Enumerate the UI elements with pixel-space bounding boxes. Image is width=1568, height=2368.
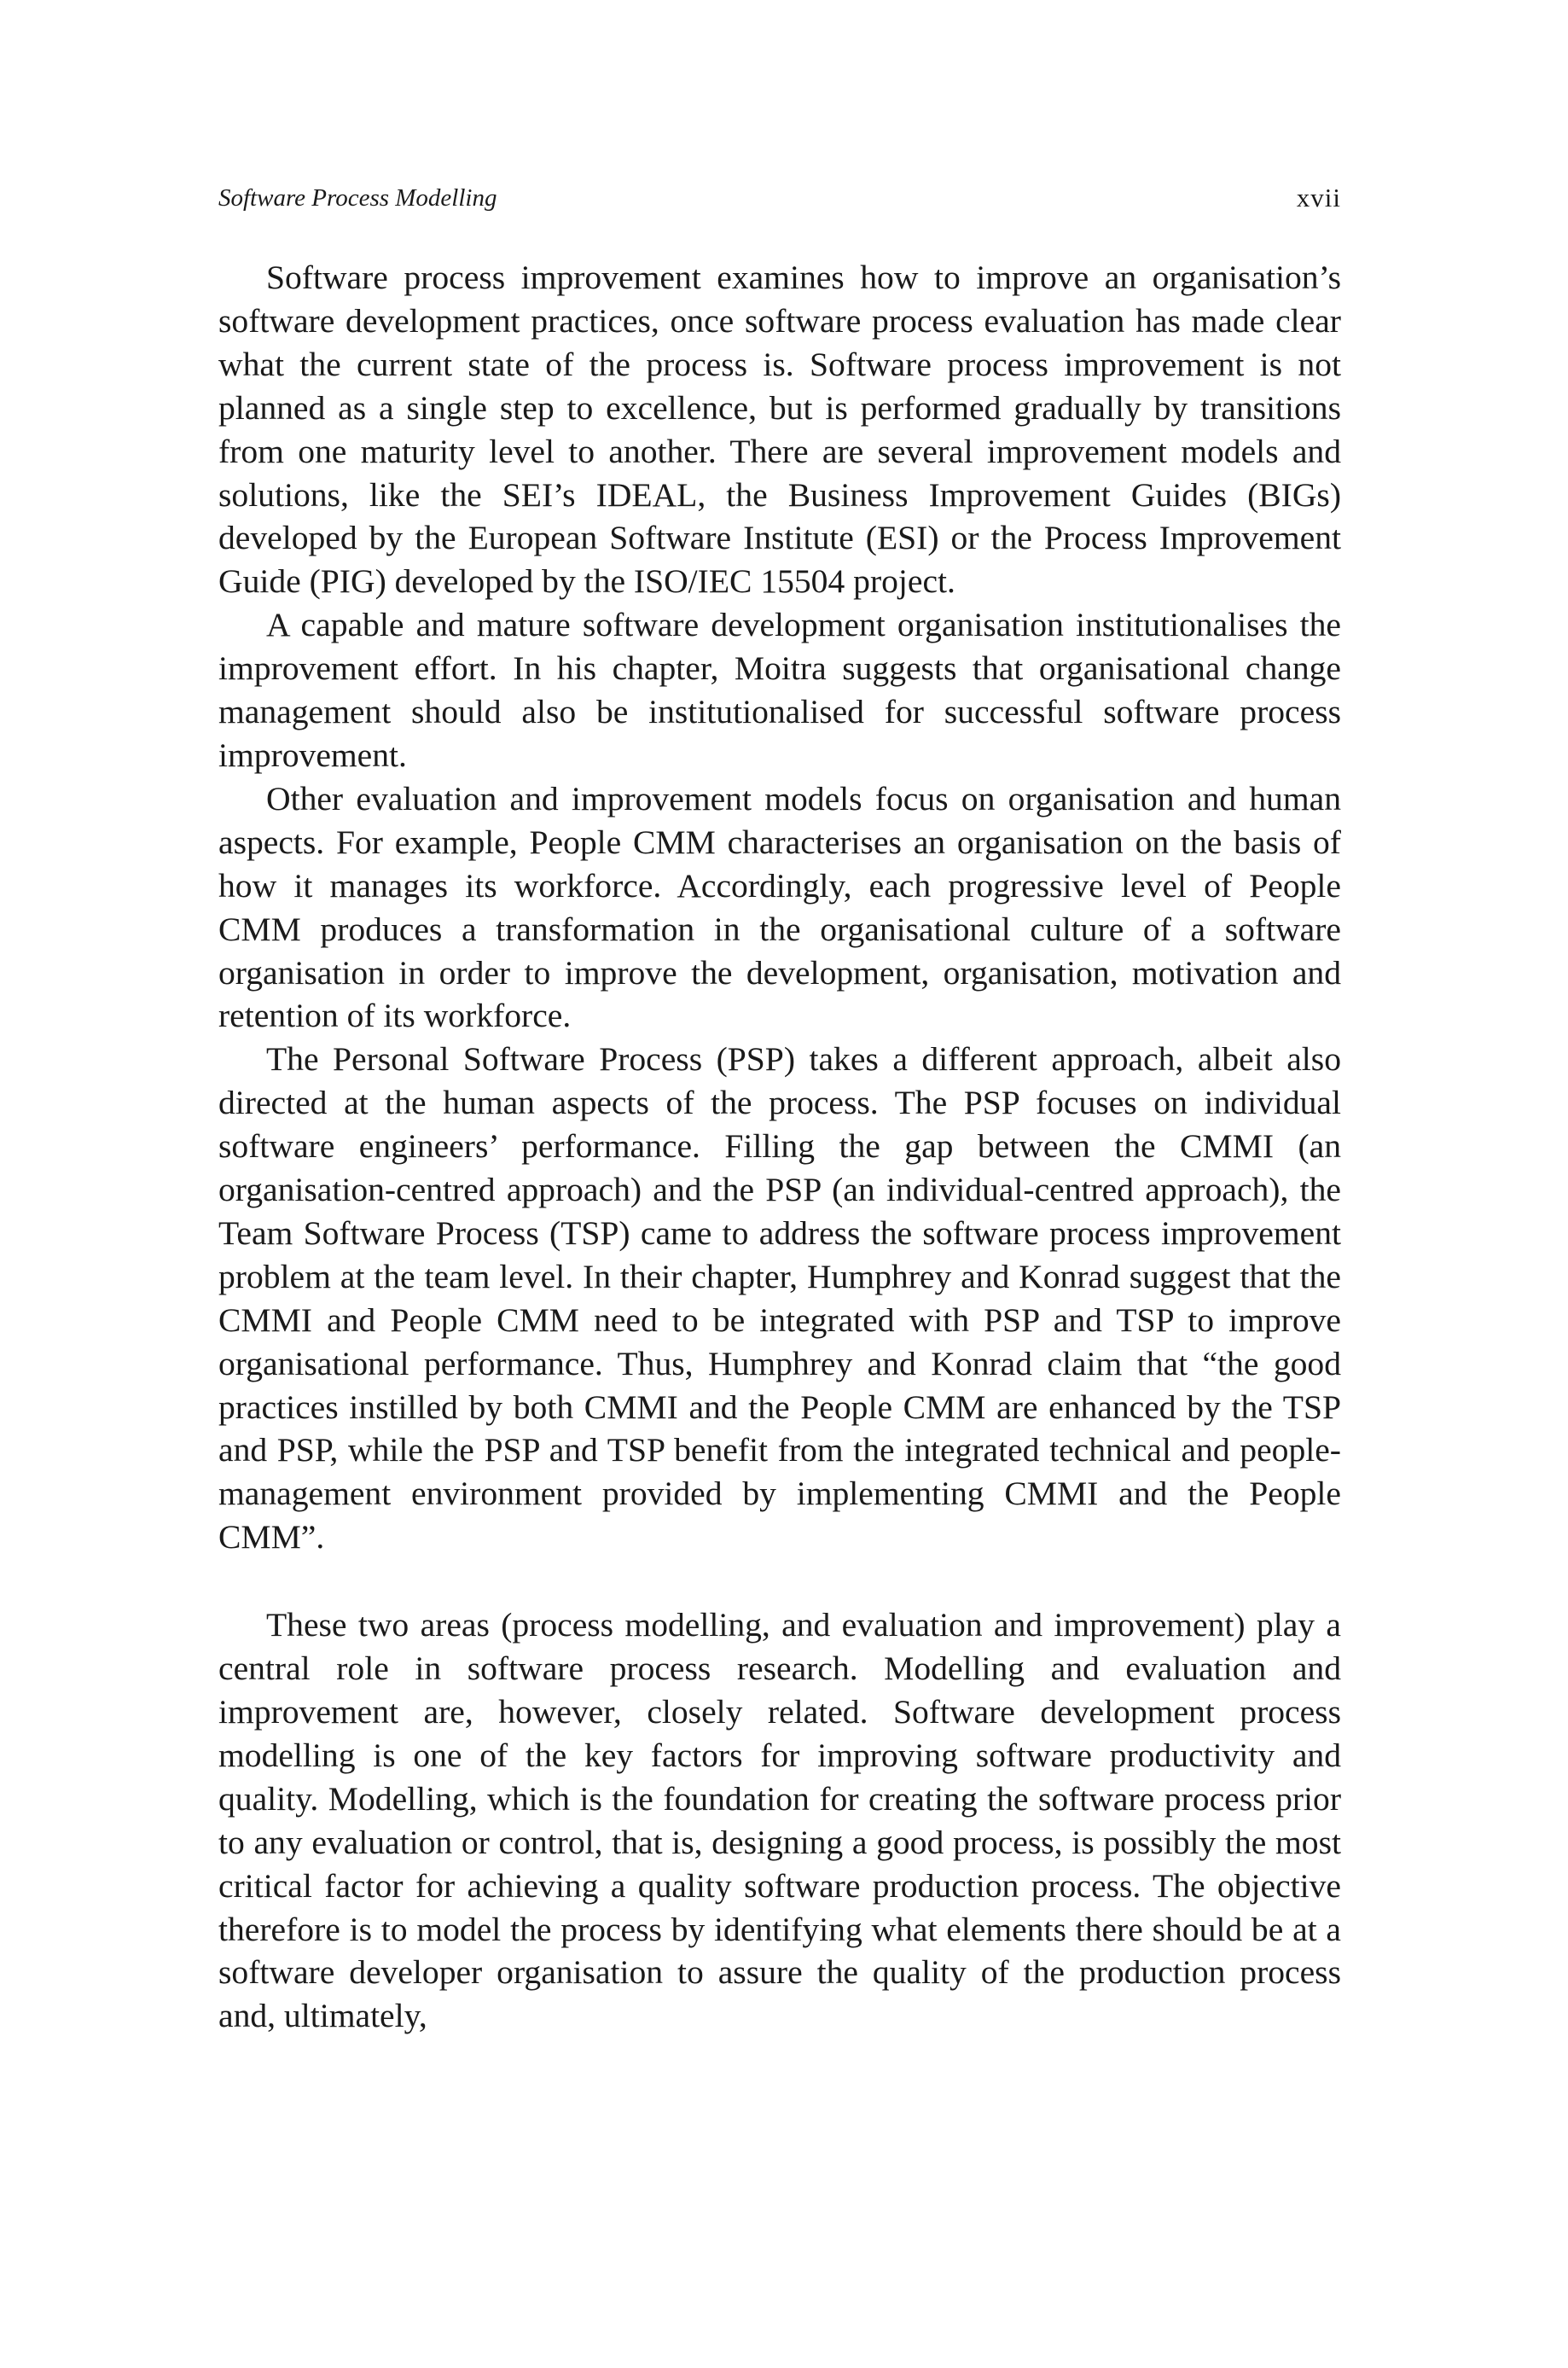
body-text — [218, 256, 1341, 2038]
running-header — [218, 181, 1341, 224]
page-number: xvii — [1296, 183, 1341, 212]
paragraph-improvement: Software process improvement examines how to improve an organisation’s software development practices, once software process evaluation has made clear what the current state of the process is. Software process improvement is not planned as a single step to excellence, but is performed gradually by transitions from one maturity level to another. There are several improvement models and solutions, like the SEI’s IDEAL, the Business Improvement Guides (BIGs) developed by the European Software Institute (ESI) or the Process Improvement Guide (PIG) developed by the ISO/IEC 15504 project. — [218, 259, 1341, 601]
paragraph-two-areas: These two areas (process modelling, and evaluation and improvement) play a central role in software process research. Modelling and evaluation and improvement are, however, closely related. Software development process modelling is one of the key factors for improving software productivity and quality. Modelling, which is the foundation for creating the software process prior to any evaluation or control, that is, designing a good process, is possibly the most critical factor for achieving a quality software production process. The objective therefore is to model the process by identifying what elements there should be at a software developer organisation to assure the quality of the production process and, ultimately, — [218, 1606, 1341, 2035]
paragraph-people-cmm: Other evaluation and improvement models focus on organisation and human aspects. For example, People CMM characterises an organisation on the basis of how it manages its workforce. Accordingly, each progressive level of People CMM produces a transformation in the organisational culture of a software organisation in order to improve the development, organisation, motivation and retention of its workforce. — [218, 779, 1341, 1035]
running-title: Software Process Modelling — [218, 184, 497, 212]
paragraph-capable-organisation: A capable and mature software development organisation institutionalises the improvement effort. In his chapter, Moitra suggests that organisational change management should also be institutionalised for successful software process improvement. — [218, 606, 1341, 774]
paragraph-psp-tsp: The Personal Software Process (PSP) takes a different approach, albeit also directed at the human aspects of the process. The PSP focuses on individual software engineers’ performance. Filling the gap between the CMMI (an organisation-centred approach) and the PSP (an individual-centred approach), the Team Software Process (TSP) came to address the software process improvement problem at the team level. In their chapter, Humphrey and Konrad suggest that the CMMI and People CMM need to be integrated with PSP and TSP to improve organisational performance. Thus, Humphrey and Konrad claim that “the good practices instilled by both CMMI and the People CMM are enhanced by the TSP and PSP, while the PSP and TSP benefit from the integrated technical and people-management environment provided by implementing CMMI and the People CMM”. — [218, 1040, 1341, 1556]
